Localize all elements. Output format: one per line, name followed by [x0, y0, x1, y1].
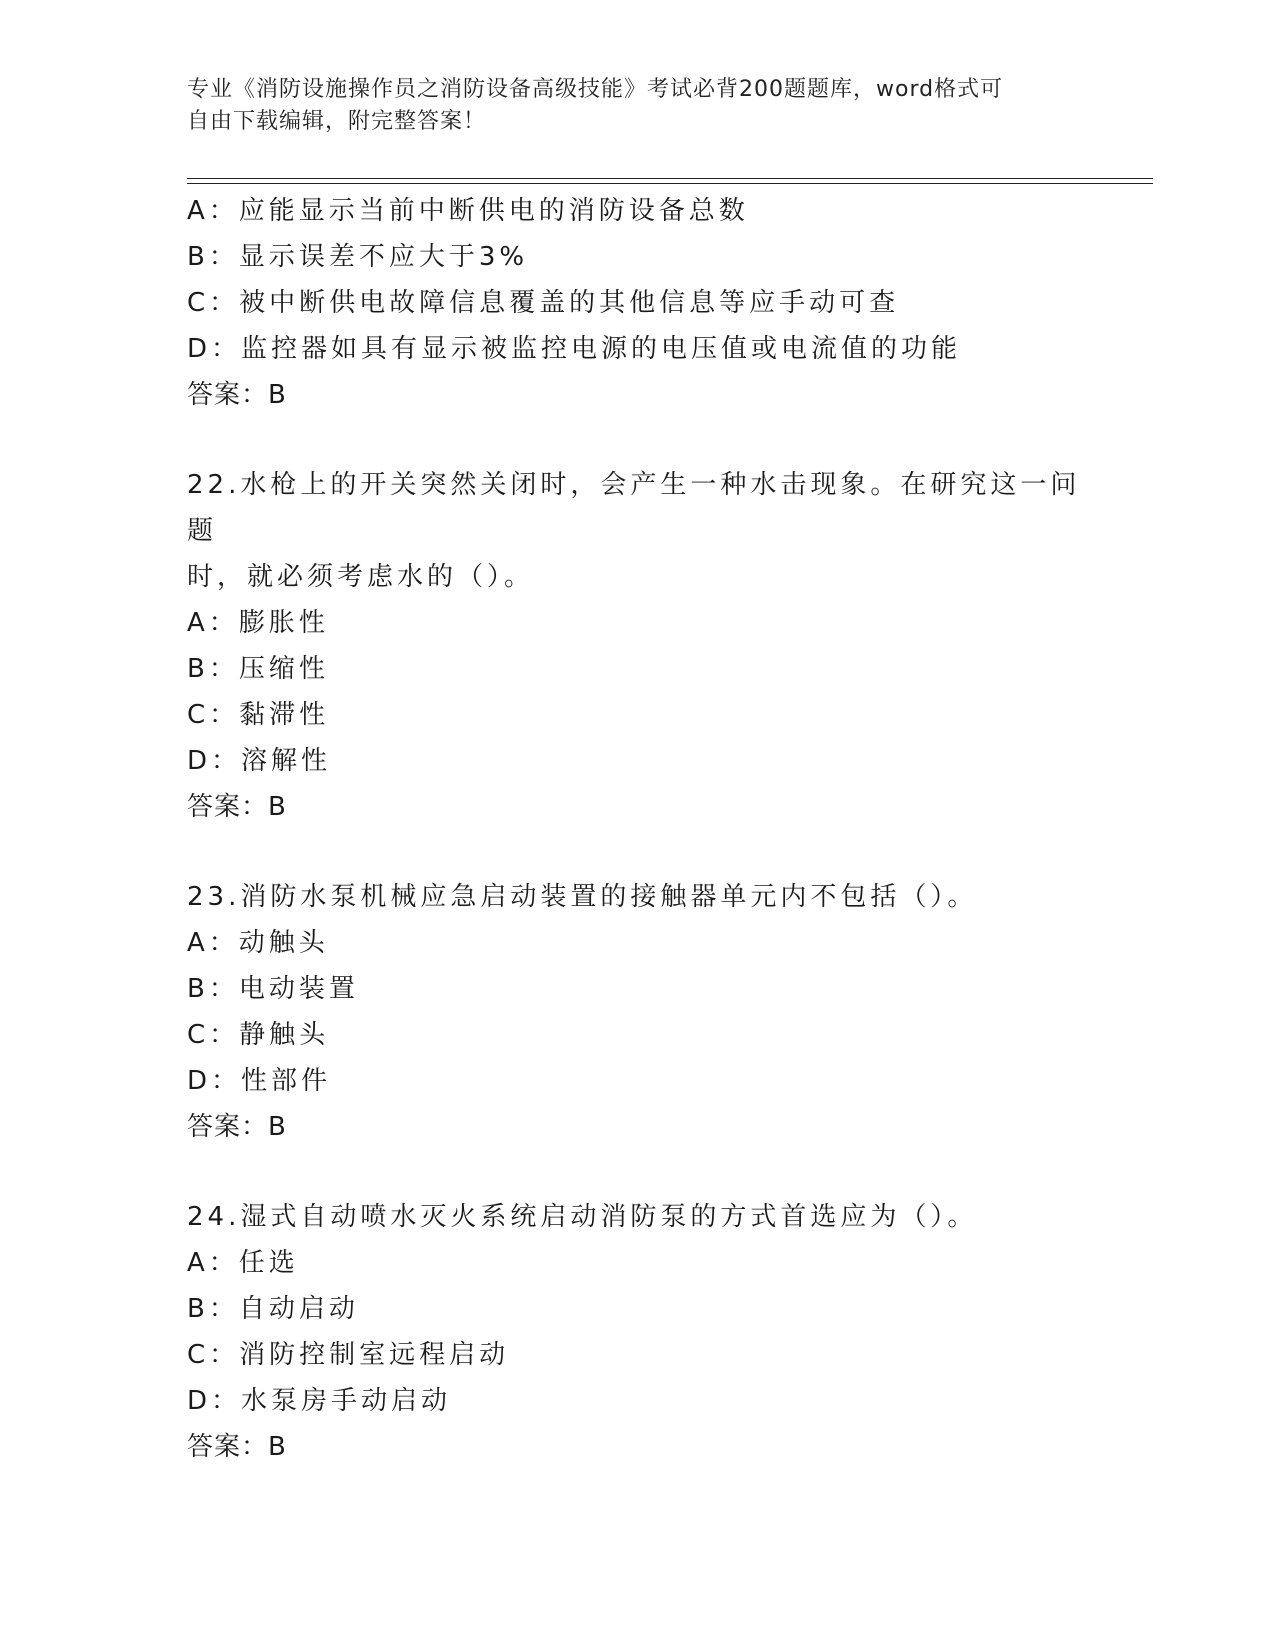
question-block-24 — [187, 1194, 1087, 1470]
question-block-23 — [187, 874, 1087, 1150]
question-stem-line-1: 23.消防水泵机械应急启动装置的接触器单元内不包括（）。 — [187, 882, 978, 912]
option-a: A：膨胀性 — [187, 608, 329, 638]
header-divider-top — [187, 178, 1153, 179]
option-c: C：黏滞性 — [187, 700, 330, 730]
header-line-2: 自由下载编辑，附完整答案！ — [187, 109, 487, 134]
answer-text: 答案：B — [187, 792, 287, 822]
spacer — [187, 830, 1087, 874]
answer-text: 答案：B — [187, 380, 287, 410]
option-a: A：任选 — [187, 1248, 299, 1278]
option-b: B：自动启动 — [187, 1294, 359, 1324]
question-list — [187, 188, 1087, 1470]
option-b: B：电动装置 — [187, 974, 359, 1004]
question-block-21 — [187, 188, 1087, 418]
question-stem-line-2: 时，就必须考虑水的（）。 — [187, 562, 535, 592]
question-block-22 — [187, 462, 1087, 830]
option-b: B：显示误差不应大于3% — [187, 242, 529, 272]
option-d: D：监控器如具有显示被监控电源的电压值或电流值的功能 — [187, 334, 962, 364]
document-header — [187, 74, 1067, 138]
option-b: B：压缩性 — [187, 654, 329, 684]
header-divider-bottom — [187, 183, 1153, 184]
question-stem-line-1: 24.湿式自动喷水灭火系统启动消防泵的方式首选应为（）。 — [187, 1202, 978, 1232]
answer-text: 答案：B — [187, 1432, 287, 1462]
option-a: A：应能显示当前中断供电的消防设备总数 — [187, 196, 749, 226]
option-c: C：静触头 — [187, 1020, 330, 1050]
option-d: D：水泵房手动启动 — [187, 1386, 452, 1416]
spacer — [187, 418, 1087, 462]
answer-text: 答案：B — [187, 1112, 287, 1142]
spacer — [187, 1150, 1087, 1194]
option-a: A：动触头 — [187, 928, 329, 958]
option-c: C：消防控制室远程启动 — [187, 1340, 510, 1370]
option-d: D：溶解性 — [187, 746, 332, 776]
header-line-1: 专业《消防设施操作员之消防设备高级技能》考试必背200题题库，word格式可 — [187, 77, 1004, 102]
question-stem-line-1: 22.水枪上的开关突然关闭时，会产生一种水击现象。在研究这一问题 — [187, 470, 1081, 546]
option-d: D：性部件 — [187, 1066, 332, 1096]
option-c: C：被中断供电故障信息覆盖的其他信息等应手动可查 — [187, 288, 900, 318]
